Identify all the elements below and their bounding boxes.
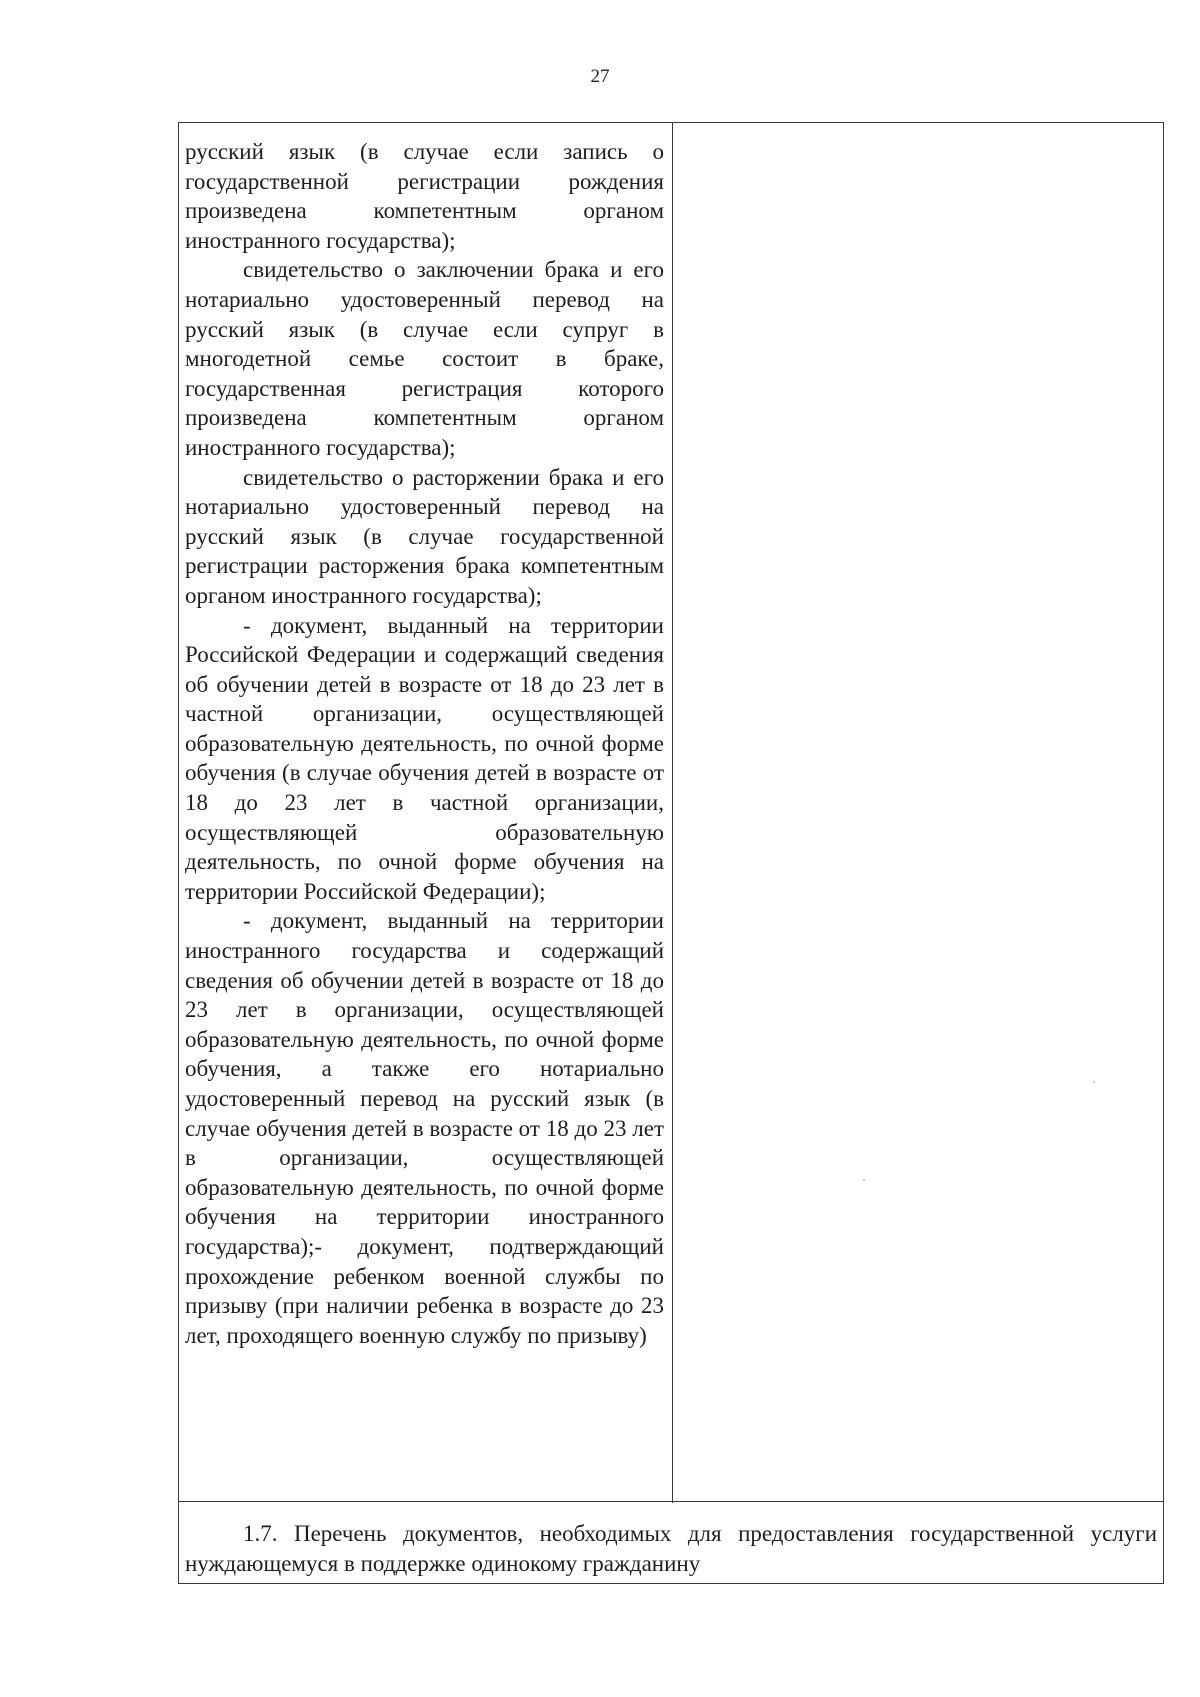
paragraph-russian-education-document: - документ, выданный на территории Российской Федерации и содержащий сведения об обучении детей в возрасте от 18 до 23 лет в частной организации, осуществляющей образовательную деятельность, по очной форме обучения (в случае обучения детей в возрасте от 18 до 23 лет в частной организации, осуществляющей образовательную деятельность, по очной форме обучения на территории Российской Федерации); — [185, 612, 664, 904]
row-divider — [179, 1501, 1163, 1502]
left-cell — [179, 123, 673, 1503]
paragraph-foreign-education-document: - документ, выданный на территории иностранного государства и содержащий сведения об обучении детей в возрасте от 18 до 23 лет в организации, осуществляющей образовательную деятельность, по очной форме обучения, а также его нотариально удостоверенный перевод на русский язык (в случае обучения детей в возрасте от 18 до 23 лет в организации, осуществляющей образовательную деятельность, по очной форме обучения на территории иностранного государства);- документ, подтверждающий прохождение ребенком военной службы по призыву (при наличии ребенка в возрасте до 23 лет, проходящего военную службу по призыву) — [185, 908, 664, 1348]
right-cell — [673, 123, 1163, 1501]
scan-speck — [1093, 1081, 1095, 1083]
scan-speck — [863, 1179, 865, 1181]
bottom-cell — [179, 1505, 1163, 1579]
document-table — [178, 122, 1164, 1584]
page-number: 27 — [590, 66, 610, 87]
paragraph-birth-registration: русский язык (в случае если запись о государственной регистрации рождения произведена компетентным органом иностранного государства); — [185, 139, 664, 253]
section-heading-1-7: 1.7. Перечень документов, необходимых для предоставления государственной услуги нуждающемуся в поддержке одинокому гражданину — [185, 1521, 1157, 1576]
paragraph-divorce-certificate: свидетельство о расторжении брака и его нотариально удостоверенный перевод на русский язык (в случае государственной регистрации расторжения брака компетентным органом иностранного государства); — [185, 464, 664, 608]
paragraph-marriage-certificate: свидетельство о заключении брака и его нотариально удостоверенный перевод на русский язык (в случае если супруг в многодетной семье состоит в браке, государственная регистрация которого произведена компетентным органом иностранного государства); — [185, 257, 664, 460]
